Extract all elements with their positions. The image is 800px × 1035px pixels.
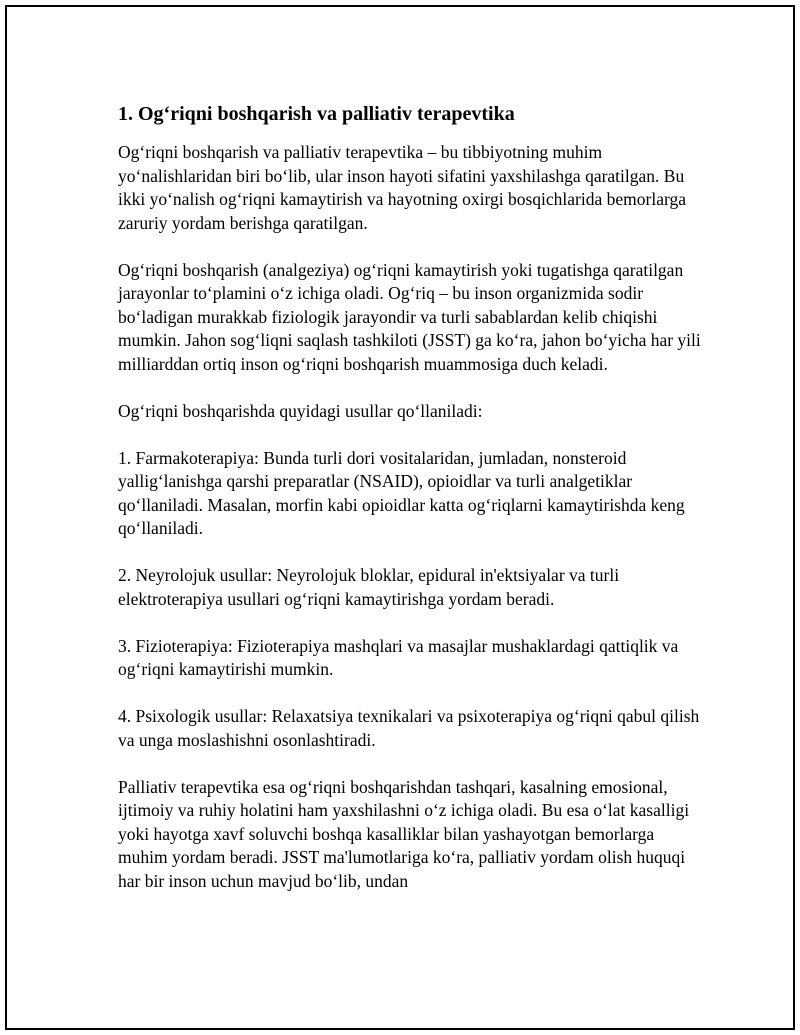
paragraph-intro: Og‘riqni boshqarish va palliativ terapevtika – bu tibbiyotning muhim yo‘nalishlaridan biri bo‘lib, ular inson hayoti sifatini yaxshilashga qaratilgan. Bu ikki yo‘nalish og‘riqni kamaytirish va hayotning oxirgi bosqichlarida bemorlarga zaruriy yordam berishga qaratilgan. <box>118 142 686 233</box>
paragraph-method-physiotherapy: 3. Fizioterapiya: Fizioterapiya mashqlari va masajlar mushaklardagi qattiqlik va og‘riqni kamaytirishi mumkin. <box>118 635 679 679</box>
page-frame <box>5 5 795 1030</box>
document-title: 1. Og‘riqni boshqarish va palliativ terapevtika <box>118 103 515 125</box>
document-body <box>118 100 703 917</box>
paragraph-palliative: Palliativ terapevtika esa og‘riqni boshqarishdan tashqari, kasalning emosional, ijtimoiy va ruhiy holatini ham yaxshilashni o‘z ichiga oladi. Bu esa o‘lat kasalligi yoki hayotga xavf soluvchi boshqa kasalliklar bilan yashayotgan bemorlarga muhim yordam beradi. JSST ma'lumotlariga ko‘ra, palliativ yordam olish huquqi har bir inson uchun mavjud bo‘lib, undan <box>118 776 690 891</box>
paragraph-methods-intro: Og‘riqni boshqarishda quyidagi usullar qo‘llaniladi: <box>118 400 483 421</box>
paragraph-method-neurological: 2. Neyrolojuk usullar: Neyrolojuk bloklar, epidural in'ektsiyalar va turli elektroterapiya usullari og‘riqni kamaytirishga yordam beradi. <box>118 565 620 609</box>
paragraph-method-psychological: 4. Psixologik usullar: Relaxatsiya texnikalari va psixoterapiya og‘riqni qabul qilish va unga moslashishni osonlashtiradi. <box>118 706 700 750</box>
paragraph-method-pharmacotherapy: 1. Farmakoterapiya: Bunda turli dori vositalaridan, jumladan, nonsteroid yallig‘lanishga qarshi preparatlar (NSAID), opioidlar va turli analgetiklar qo‘llaniladi. Masalan, morfin kabi opioidlar katta og‘riqlarni kamaytirishda keng qo‘llaniladi. <box>118 447 685 538</box>
paragraph-analgesia: Og‘riqni boshqarish (analgeziya) og‘riqni kamaytirish yoki tugatishga qaratilgan jarayonlar to‘plamini o‘z ichiga oladi. Og‘riq – bu inson organizmida sodir bo‘ladigan murakkab fiziologik jarayondir va turli sabablardan kelib chiqishi mumkin. Jahon sog‘liqni saqlash tashkiloti (JSST) ga ko‘ra, jahon bo‘yicha har yili milliarddan ortiq inson og‘riqni boshqarish muammosiga duch keladi. <box>118 259 701 374</box>
